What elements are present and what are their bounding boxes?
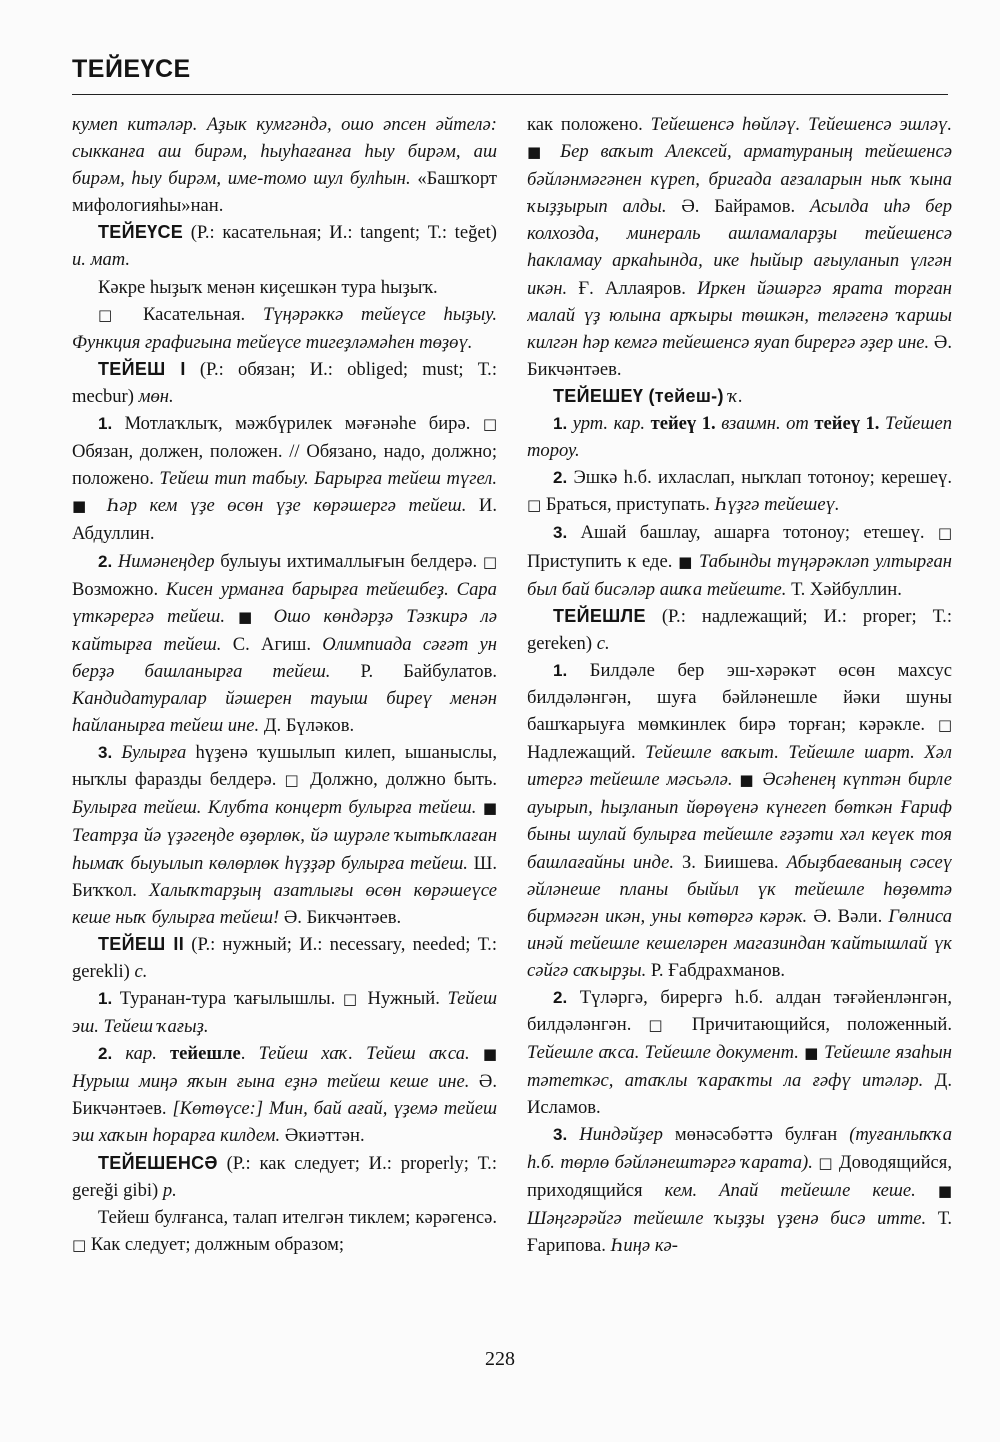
dictionary-paragraph: 1. урт. кар. тейеү 1. взаимн. от тейеү 1. Тейешеп тороу. [527,413,952,462]
dictionary-paragraph: кумеп китәләр. Аҙык кумгәндә, ошо әпсен әйтелә: сыкканға аш бирәм, һыуһағанға һыу бирәм, аш бирәм, һыу бирәм, име-томо шул булһын. «Башҡорт мифологияһы»нан. [72,114,497,217]
dictionary-paragraph: 1. Билдәле бер эш-хәрәкәт өсөн махсус билдәләнгән, шуға бәйләнешле йәки шуны башҡарыуға мөмкинлек бирә торған; кәрәкле. □ Надлежащий. Тейешле ваҡыт. Тейешле шарт. Хәл итергә тейешле мәсьәлә. ■ Әсәһенең күптән бирле ауырып, һыҙланып йөрөүенә күнегеп бөткән Ғариф быны шулай булырға тейешле ғәҙәти хәл кеүек тоя башлағайны инде. З. Биишева. Абыҙбаеваның сәсеү әйләнеше планы быйыл үк тейешле һөҙөмтә бирмәгән икән, уны көтөргә кәрәк. Ә. Вәли. Гөлниса инәй тейешле кешеләрен магазиндан ҡайтышлай үк сәйгә саҡырҙы. Р. Ғабдрахманов. [527,659,952,981]
dictionary-paragraph: □ Касательная. Түңәрәккә тейеүсе һыҙыу. Функция графигына тейеүсе тигеҙләмәһен төҙөү. [72,303,497,353]
dictionary-paragraph: 2. Нимәнеңдер булыуы ихтималлығын белдерә. □ Возможно. Кисен урманға барырға тейешбеҙ. Сара үткәрергә тейеш. ■ Ошо көндәрҙә Тәзкирә лә ҡайтырға тейеш. С. Агиш. Олимпиада сәғәт ун берҙә башланырға тейеш. Р. Байбулатов. Кандидатуралар йәшерен тауыш биреү менән һайланырға тейеш ине. Д. Бүләков. [72,550,497,737]
dictionary-paragraph: ТЕЙЕШ II (Р.: нужный; И.: necessary, needed; Т.: gerekli) с. [72,933,497,982]
running-head: ТЕЙЕҮСЕ [72,55,191,83]
right-column [527,111,952,1331]
dictionary-paragraph: 2. Эшкә һ.б. ихласлап, ныҡлап тотоноу; керешеү. □ Браться, приступать. Һүҙгә тейешеү. [527,467,952,516]
dictionary-paragraph: Тейеш булғанса, талап ителгән тиклем; кәрәгенсә. □ Как следует; должным образом; [72,1206,497,1255]
page-number: 228 [485,1348,515,1370]
dictionary-paragraph: ТЕЙЕҮСЕ (Р.: касательная; И.: tangent; Т.: teğet) и. мат. [72,222,497,271]
dictionary-paragraph: ТЕЙЕШЕНСӘ (Р.: как следует; И.: properly; Т.: gereği gibi) р. [72,1152,497,1201]
dictionary-paragraph: ТЕЙЕШЕҮ (тейеш-) ҡ. [553,385,743,407]
dictionary-paragraph: 1. Мотлаҡлыҡ, мәжбүрилек мәғәнәһе бирә. □ Обязан, должен, положен. // Обязано, надо, должно; положено. Тейеш тип табыу. Барырға тейеш түгел. ■ Һәр кем үҙе өсөн үҙе көрәшергә тейеш. И. Абдуллин. [72,413,497,545]
dictionary-paragraph: Кәкре һыҙыҡ менән киҫешкән тура һыҙыҡ. [98,276,438,298]
dictionary-paragraph: ТЕЙЕШЛЕ (Р.: надлежащий; И.: proper; Т.: gereken) с. [527,605,952,654]
header-rule [72,94,948,95]
dictionary-paragraph: ТЕЙЕШ I (Р.: обязан; И.: obliged; must; Т.: mecbur) мөн. [72,358,497,407]
dictionary-paragraph: 3. Ниндәйҙер мөнәсәбәттә булған (туғанлыҡҡа һ.б. төрлө бәйләнештәргә ҡарата). □ Доводящийся, приходящийся кем. Апай тейешле кеше. ■ Шәңгәрәйгә тейешле ҡыҙҙы үҙенә бисә итте. Т. Ғарипова. Һиңә кә- [527,1124,952,1256]
left-column [72,111,497,1331]
dictionary-paragraph: как положено. Тейешенсә һөйләү. Тейешенсә эшләү. ■ Бер ваҡыт Алексей, арматураның тейешенсә бәйләнмәгәнен күреп, бригада ағзаларын ныҡ ҡына ҡыҙҙырып алды. Ә. Байрамов. Асылда иһә бер колхозда, минераль ашламаларҙы тейешенсә һакламау аркаһында, ике һыйыр ағыуланып үлгән икән. Ғ. Аллаяров. Иркен йәшәргә ярата торған малай үҙ юлына арҡыры төшкән, теләгенә ҡаршы килгән һәр кемгә тейешенсә яуап бирергә әҙер ине. Ә. Бикчәнтәев. [527,114,952,380]
dictionary-paragraph: 3. Булырға һүҙенә ҡушылып килеп, ышаныслы, ныҡлы фаразды белдерә. □ Должно, должно быть. Булырға тейеш. Клубта концерт булырға тейеш. ■ Театрҙа йә үҙәгеңде өҙөрлөк, йә шурәле ҡытыҡлаған һымаҡ быуылып көлөрлөк һүҙҙәр булырға тейеш. Ш. Биҡҡол. Халыҡтарҙың азатлығы өсөн көрәшеүсе кеше ныҡ булырға тейеш! Ә. Бикчәнтәев. [72,742,497,928]
dictionary-paragraph: 3. Ашай башлау, ашарға тотоноу; етешеү. □ Приступить к еде. ■ Табынды түңәрәкләп ултырған был бай бисәләр ашҡа тейеште. Т. Хәйбуллин. [527,522,952,600]
dictionary-paragraph: 1. Туранан-тура ҡағылышлы. □ Нужный. Тейеш эш. Тейеш ҡағыҙ. [72,988,497,1038]
dictionary-paragraph: 2. Түләргә, бирергә һ.б. алдан тәғәйенләнгән, билдәләнгән. □ Причитающийся, положенный. Тейешле аҡса. Тейешле документ. ■ Тейешле язаһын тәтеткәс, атаҡлы ҡараҡты ла ғәфү итәләр. Д. Исламов. [527,987,952,1119]
dictionary-paragraph: 2. кар. тейешле. Тейеш хаҡ. Тейеш аҡса. ■ Нурыш миңә яҡын ғына еҙнә тейеш кеше ине. Ә. Бикчәнтәев. [Көтөүсе:] Мин, бай ағай, үҙемә тейеш эш хаҡын һорарға килдем. Әкиәттән. [72,1043,497,1147]
